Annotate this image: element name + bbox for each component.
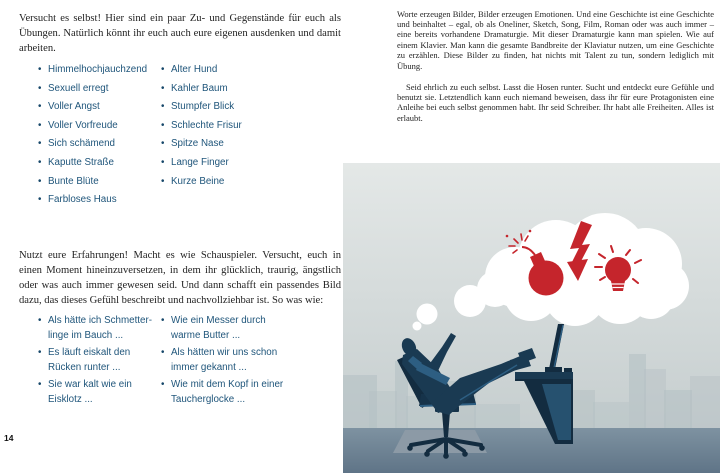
bullet-icon: •	[38, 101, 42, 113]
list-item: • Farbloses Haus	[48, 191, 147, 210]
list-item: • Lange Finger	[171, 154, 242, 173]
book-illustration	[343, 163, 720, 473]
bullet-icon: •	[38, 82, 42, 94]
bullet-icon: •	[161, 156, 165, 168]
list-item: • Sie war kalt wie ein Eisklotz ...	[38, 378, 132, 405]
list-item: • Wie mit dem Kopf in einer Taucherglocke ...	[161, 378, 284, 405]
left-middle-paragraph: Nutzt eure Erfahrungen! Macht es wie Schauspieler. Versucht, euch in einen Moment hineinzuversetzen, in dem ihr glücklich, traurig, ängstlich oder was auch immer gewesen seid. Und dann schafft ein passendes Bild dazu, das dieses Gefühl beschreibt und nachvollziehbar ist. So was wie:	[19, 249, 341, 307]
bullet-icon: •	[161, 119, 165, 131]
phrase-list-column-1	[38, 313, 152, 408]
list-item: • Voller Vorfreude	[48, 117, 147, 136]
bullet-icon: •	[161, 315, 165, 326]
bullet-icon: •	[161, 378, 165, 390]
list-item: • Schlechte Frisur	[171, 117, 242, 136]
list-item: • Als hätten wir uns schon immer gekannt ...	[161, 346, 278, 374]
bullet-icon: •	[38, 346, 42, 358]
right-paragraph-1: Worte erzeugen Bilder, Bilder erzeugen Emotionen. Und eine Geschichte ist eine Geschichte und beinhaltet – egal, ob als Oneliner, Sketch, Song, Film, Roman oder was auch immer – eine bereits vorhandene Dramaturgie. Mit dieser Dramaturgie kann man spielen. Wie auf einem Klavier. Man kann die gesamte Bandbreite der Klaviatur nutzen, um eine Geschichte zu erzählen. Diese Bilder zu finden, hat nichts mit Talent zu tun, sondern lediglich mit Übung.	[397, 8, 714, 71]
bullet-icon: •	[161, 101, 165, 113]
bullet-icon: •	[38, 64, 42, 75]
right-paragraph-2: Seid ehrlich zu euch selbst. Lasst die Hosen runter. Sucht und entdeckt eure Gefühle und benutzt sie. Letztendlich kann euch niemand beweisen, dass ihr für eure Protagonisten eine Anleihe bei euch selbst genommen habt. Ihr seid Schreiber. Ihr habt alle Freiheiten. Alles ist erlaubt.	[397, 81, 714, 123]
list-item: • Kaputte Straße	[48, 154, 147, 173]
list-item: • Kahler Baum	[171, 80, 242, 99]
bullet-icon: •	[38, 315, 42, 326]
list-item: • Himmelhochjauchzend	[48, 61, 147, 80]
illustration-svg	[343, 163, 720, 473]
bullet-icon: •	[161, 82, 165, 94]
bullet-icon: •	[38, 194, 42, 206]
exercise-list-column-2	[161, 61, 242, 191]
left-intro-paragraph: Versucht es selbst! Hier sind ein paar Zu- und Gegenstände für euch als Übungen. Natürlich könnt ihr euch auch eure eigenen ausdenken und damit arbeiten.	[19, 12, 341, 54]
bullet-icon: •	[38, 138, 42, 150]
list-item: • Stumpfer Blick	[171, 98, 242, 117]
list-item: • Spitze Nase	[171, 135, 242, 154]
bullet-icon: •	[161, 346, 165, 358]
list-item: • Alter Hund	[171, 61, 242, 80]
page-number: 14	[4, 433, 14, 443]
list-item: • Sich schämend	[48, 135, 147, 154]
list-item: • Bunte Blüte	[48, 173, 147, 192]
bullet-icon: •	[38, 119, 42, 131]
list-item: • Es läuft eiskalt den Rücken runter ...	[38, 346, 131, 374]
exercise-list-column-1	[38, 61, 148, 210]
list-item: • Kurze Beine	[171, 173, 242, 192]
bullet-icon: •	[161, 175, 165, 187]
list-item: • Wie ein Messer durch warme Butter ...	[161, 315, 266, 342]
bullet-icon: •	[161, 64, 165, 75]
phrase-list-column-2	[161, 313, 284, 408]
list-item: • Sexuell erregt	[48, 80, 147, 99]
bullet-icon: •	[161, 138, 165, 150]
bullet-icon: •	[38, 175, 42, 187]
list-item: • Voller Angst	[48, 98, 147, 117]
bullet-icon: •	[38, 378, 42, 390]
bullet-icon: •	[38, 156, 42, 168]
keyboard	[564, 368, 572, 372]
list-item: • Als hätte ich Schmetter- linge im Bauch ...	[38, 315, 152, 342]
